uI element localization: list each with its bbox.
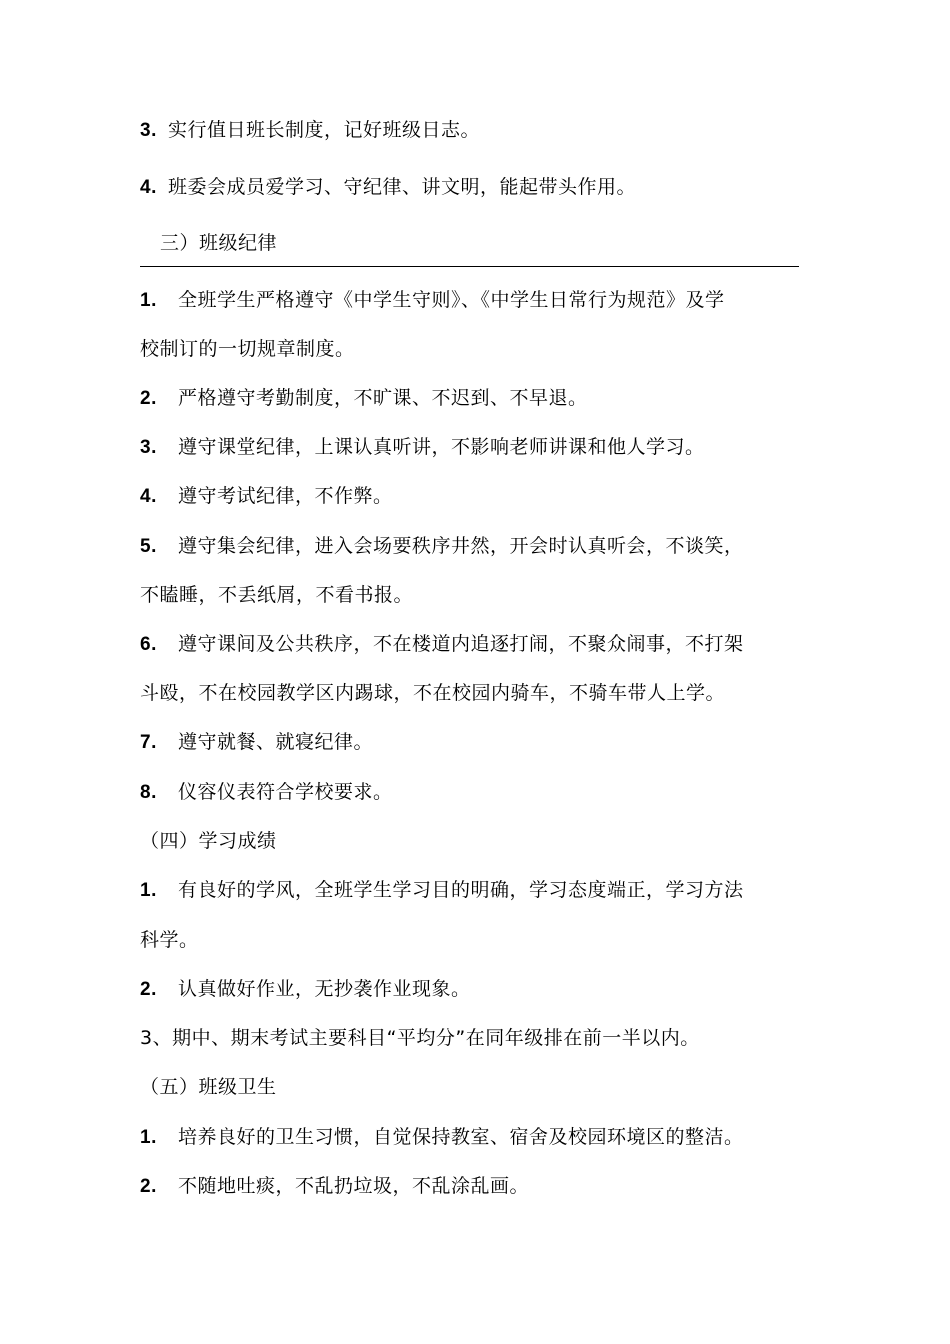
list-item: [140, 118, 805, 143]
item-text: 有良好的学风，全班学生学习目的明确，学习态度端正，学习方法: [178, 879, 744, 901]
item-text: 仪容仪表符合学校要求。: [178, 781, 393, 803]
list-item: [140, 632, 805, 657]
list-item: [140, 288, 805, 313]
list-item-continuation: 斗殴，不在校园教学区内踢球，不在校园内骑车，不骑车带人上学。: [140, 682, 726, 704]
list-item: [140, 1125, 805, 1150]
item-text: 认真做好作业，无抄袭作业现象。: [178, 978, 471, 1000]
item-number: 3.: [140, 120, 157, 141]
list-item: [140, 175, 805, 200]
item-text: 全班学生严格遵守《中学生守则》、《中学生日常行为规范》及学: [178, 289, 725, 311]
section-heading: （四）学习成绩: [140, 830, 277, 852]
item-text: 遵守集会纪律，进入会场要秩序井然，开会时认真听会，不谈笑，: [178, 535, 744, 557]
list-item: [140, 1174, 805, 1199]
list-item: [140, 1026, 805, 1050]
horizontal-rule: [140, 266, 799, 267]
item-text: 实行值日班长制度，记好班级日志。: [168, 119, 481, 141]
item-number: 5.: [140, 536, 157, 557]
item-number: 8.: [140, 782, 157, 803]
item-number: 2.: [140, 388, 157, 409]
item-text: 遵守课堂纪律，上课认真听讲，不影响老师讲课和他人学习。: [178, 436, 705, 458]
item-number: 1.: [140, 1127, 157, 1148]
section-heading: （五）班级卫生: [140, 1076, 277, 1098]
item-text: 班委会成员爱学习、守纪律、讲文明，能起带头作用。: [168, 176, 637, 198]
item-text: 不随地吐痰，不乱扔垃圾，不乱涂乱画。: [178, 1175, 530, 1197]
list-item: [140, 484, 805, 509]
list-item: [140, 878, 805, 903]
item-text: 培养良好的卫生习惯，自觉保持教室、宿舍及校园环境区的整洁。: [178, 1126, 744, 1148]
item-number: 1.: [140, 290, 157, 311]
item-text: 严格遵守考勤制度，不旷课、不迟到、不早退。: [178, 387, 588, 409]
item-number: 1.: [140, 880, 157, 901]
section-heading: 三）班级纪律: [160, 232, 278, 254]
list-item: [140, 435, 805, 460]
item-number: 7.: [140, 732, 157, 753]
list-item-continuation: 科学。: [140, 929, 199, 951]
item-number: 4.: [140, 486, 157, 507]
item-number: 6.: [140, 634, 157, 655]
item-number: 2.: [140, 979, 157, 1000]
list-item: [140, 977, 805, 1002]
list-item: [140, 730, 805, 755]
item-number: 2.: [140, 1176, 157, 1197]
list-item: [140, 780, 805, 805]
list-item-continuation: 校制订的一切规章制度。: [140, 338, 355, 360]
item-text: 3、期中、期末考试主要科目“平均分”在同年级排在前一半以内。: [140, 1027, 700, 1049]
item-text: 遵守课间及公共秩序，不在楼道内追逐打闹，不聚众闹事，不打架: [178, 633, 744, 655]
item-number: 3.: [140, 437, 157, 458]
list-item: [140, 534, 805, 559]
item-number: 4.: [140, 177, 157, 198]
item-text: 遵守就餐、就寝纪律。: [178, 731, 374, 753]
item-text: 遵守考试纪律，不作弊。: [178, 485, 393, 507]
list-item: [140, 386, 805, 411]
list-item-continuation: 不瞌睡，不丢纸屑，不看书报。: [140, 584, 414, 606]
